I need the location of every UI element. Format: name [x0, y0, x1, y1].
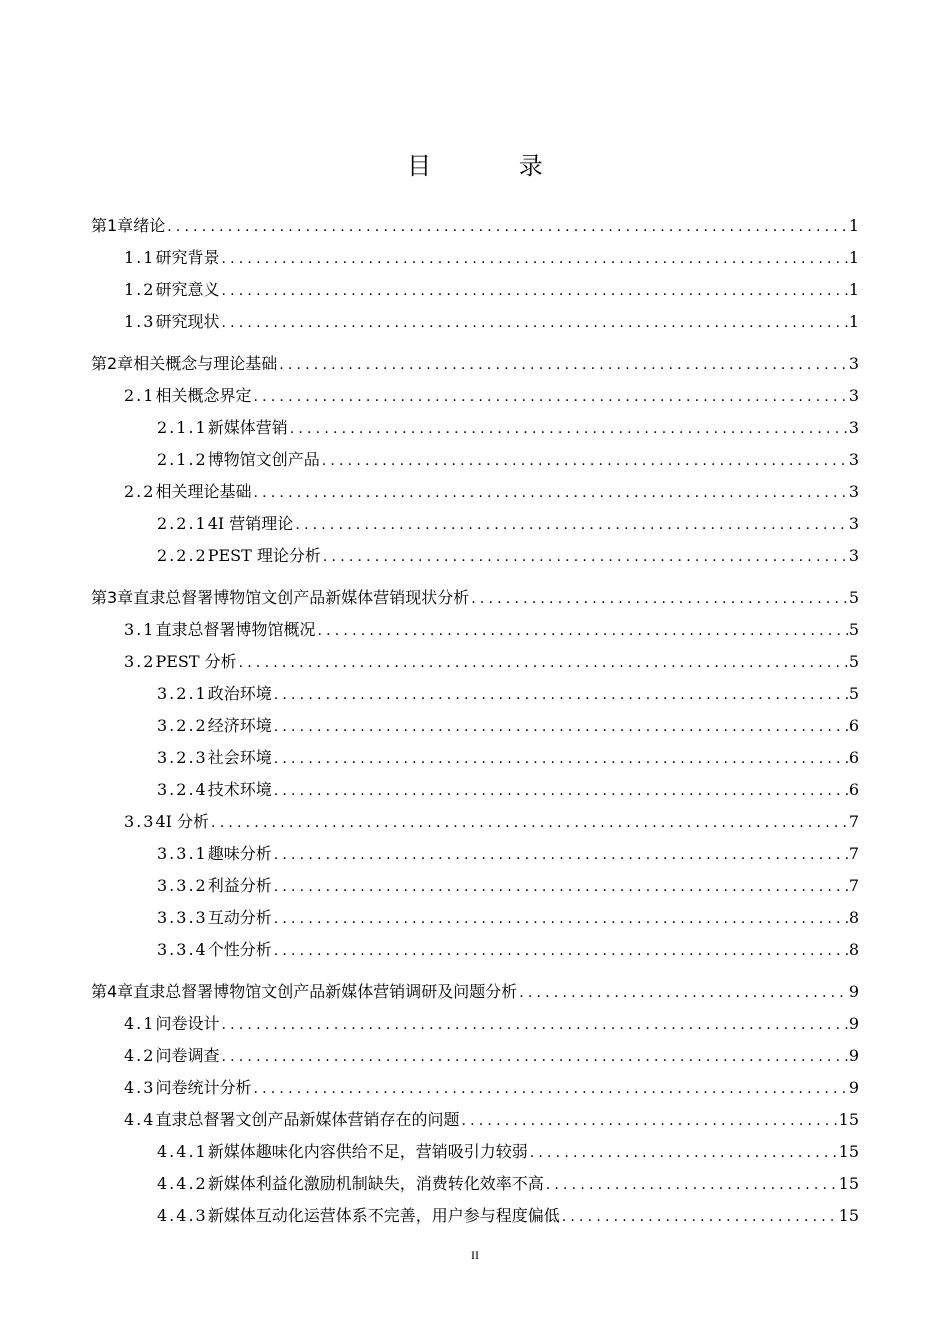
- toc-entry-title: 直隶总督署博物馆文创产品新媒体营销调研及问题分析: [133, 982, 518, 1001]
- toc-entry-number: 第4章: [91, 982, 134, 1001]
- toc-section-entry[interactable]: [91, 710, 859, 742]
- toc-section-entry[interactable]: [91, 540, 859, 572]
- dot-leader: [272, 743, 849, 775]
- dot-leader: [272, 839, 849, 871]
- toc-chapter-entry[interactable]: [91, 976, 859, 1008]
- toc-section-entry[interactable]: [91, 1168, 859, 1200]
- toc-entry-number: 3.3.4: [157, 940, 208, 959]
- toc-entry-page: 15: [838, 1110, 859, 1129]
- toc-entry-title: 相关概念与理论基础: [133, 354, 278, 373]
- toc-entry-number: 1.3: [124, 312, 156, 331]
- toc-entry-title: 4I 分析: [155, 812, 210, 831]
- toc-entry-title: 相关理论基础: [155, 482, 252, 501]
- toc-section-entry[interactable]: [91, 678, 859, 710]
- toc-section-entry[interactable]: [91, 444, 859, 476]
- toc-section-entry[interactable]: [91, 1008, 859, 1040]
- toc-entry-title: 社会环境: [207, 748, 272, 767]
- dot-leader: [272, 711, 849, 743]
- toc-entry-title: 相关概念界定: [155, 386, 252, 405]
- dot-leader: [272, 935, 849, 967]
- dot-leader: [288, 413, 849, 445]
- toc-entry-page: 7: [848, 812, 859, 831]
- toc-entry-title: 个性分析: [207, 940, 272, 959]
- dot-leader: [560, 1201, 839, 1233]
- dot-leader: [320, 445, 849, 477]
- toc-entry-title: 经济环境: [207, 716, 272, 735]
- toc-section-entry[interactable]: [91, 412, 859, 444]
- toc-entry-number: 3.1: [124, 620, 156, 639]
- toc-entry-title: 问卷调查: [155, 1046, 220, 1065]
- toc-entry-number: 2.1: [124, 386, 156, 405]
- toc-entry-page: 9: [848, 1078, 859, 1097]
- toc-entry-page: 3: [848, 354, 859, 373]
- toc-entry-page: 15: [838, 1174, 859, 1193]
- toc-entry-number: 第1章: [91, 216, 134, 235]
- toc-entry-title: 利益分析: [207, 876, 272, 895]
- dot-leader: [517, 977, 849, 1009]
- toc-chapter-entry[interactable]: [91, 210, 859, 242]
- toc-entry-number: 2.2.2: [157, 546, 208, 565]
- toc-entry-page: 9: [848, 1046, 859, 1065]
- toc-entry-title: 问卷统计分析: [155, 1078, 252, 1097]
- toc-entry-number: 3.2.4: [157, 780, 208, 799]
- toc-entry-title: 新媒体营销: [207, 418, 288, 437]
- toc-entry-title: 新媒体互动化运营体系不完善，用户参与程度偏低: [207, 1206, 560, 1225]
- toc-entry-page: 7: [848, 876, 859, 895]
- toc-entry-title: 技术环境: [207, 780, 272, 799]
- dot-leader: [272, 871, 849, 903]
- toc-section-entry[interactable]: [91, 380, 859, 412]
- toc-entry-page: 3: [848, 450, 859, 469]
- toc-entry-page: 5: [848, 588, 859, 607]
- toc-entry-title: 4I 营销理论: [207, 514, 294, 533]
- toc-entry-number: 2.2: [124, 482, 156, 501]
- toc-section-entry[interactable]: [91, 806, 859, 838]
- toc-chapter-entry[interactable]: [91, 582, 859, 614]
- toc-section-entry[interactable]: [91, 870, 859, 902]
- toc-entry-page: 8: [848, 908, 859, 927]
- toc-section-entry[interactable]: [91, 274, 859, 306]
- toc-entry-page: 15: [838, 1206, 859, 1225]
- dot-leader: [219, 1041, 848, 1073]
- toc-title: 目 录: [407, 152, 583, 180]
- dot-leader: [459, 1105, 838, 1137]
- toc-entry-page: 3: [848, 386, 859, 405]
- toc-entry-number: 4.1: [124, 1014, 156, 1033]
- toc-entry-number: 2.2.1: [157, 514, 208, 533]
- dot-leader: [165, 211, 849, 243]
- toc-section-entry[interactable]: [91, 742, 859, 774]
- dot-leader: [293, 509, 849, 541]
- toc-section-entry[interactable]: [91, 508, 859, 540]
- toc-entry-page: 9: [848, 982, 859, 1001]
- dot-leader: [277, 349, 849, 381]
- toc-entry-page: 3: [848, 546, 859, 565]
- dot-leader: [219, 1009, 848, 1041]
- toc-section-entry[interactable]: [91, 476, 859, 508]
- toc-entry-number: 1.1: [124, 248, 156, 267]
- toc-section-entry[interactable]: [91, 1136, 859, 1168]
- dot-leader: [209, 807, 849, 839]
- toc-entry-number: 2.1.2: [157, 450, 208, 469]
- toc-section-entry[interactable]: [91, 242, 859, 274]
- toc-entry-title: PEST 理论分析: [207, 546, 321, 565]
- toc-section-entry[interactable]: [91, 774, 859, 806]
- toc-entry-title: 研究意义: [155, 280, 220, 299]
- toc-section-entry[interactable]: [91, 646, 859, 678]
- dot-leader: [251, 1073, 848, 1105]
- dot-leader: [321, 541, 849, 573]
- toc-entry-page: 3: [848, 418, 859, 437]
- toc-entry-page: 6: [848, 748, 859, 767]
- toc-section-entry[interactable]: [91, 1040, 859, 1072]
- toc-entry-page: 5: [848, 652, 859, 671]
- toc-entry-title: 趣味分析: [207, 844, 272, 863]
- toc-entry-number: 3.3.1: [157, 844, 208, 863]
- toc-entry-title: 互动分析: [207, 908, 272, 927]
- toc-entry-title: 研究背景: [155, 248, 220, 267]
- toc-entry-page: 5: [848, 620, 859, 639]
- toc-section-entry[interactable]: [91, 934, 859, 966]
- toc-entry-title: 新媒体利益化激励机制缺失，消费转化效率不高: [207, 1174, 544, 1193]
- dot-leader: [219, 243, 848, 275]
- toc-entry-number: 3.2.1: [157, 684, 208, 703]
- toc-chapter-entry[interactable]: [91, 348, 859, 380]
- toc-entry-title: 问卷设计: [155, 1014, 220, 1033]
- toc-entry-page: 15: [838, 1142, 859, 1161]
- toc-entry-number: 4.4: [124, 1110, 156, 1129]
- toc-entry-page: 5: [848, 684, 859, 703]
- toc-entry-page: 3: [848, 514, 859, 533]
- toc-entry-page: 6: [848, 780, 859, 799]
- toc-entry-title: 新媒体趣味化内容供给不足，营销吸引力较弱: [207, 1142, 528, 1161]
- toc-entry-number: 3.3.2: [157, 876, 208, 895]
- toc-section-entry[interactable]: [91, 614, 859, 646]
- toc-entry-page: 6: [848, 716, 859, 735]
- dot-leader: [219, 307, 848, 339]
- toc-entry-title: 政治环境: [207, 684, 272, 703]
- toc-entry-number: 3.2: [124, 652, 156, 671]
- toc-entry-number: 3.3.3: [157, 908, 208, 927]
- toc-entry-number: 3.2.2: [157, 716, 208, 735]
- dot-leader: [219, 275, 848, 307]
- toc-entry-number: 4.3: [124, 1078, 156, 1097]
- dot-leader: [272, 903, 849, 935]
- dot-leader: [272, 775, 849, 807]
- toc-entry-page: 8: [848, 940, 859, 959]
- dot-leader: [528, 1137, 839, 1169]
- toc-entry-number: 3.3: [124, 812, 156, 831]
- toc-entry-title: 直隶总督署博物馆概况: [155, 620, 316, 639]
- toc-section-entry[interactable]: [91, 838, 859, 870]
- page-number-footer: II: [471, 1248, 479, 1262]
- toc-section-entry[interactable]: [91, 306, 859, 338]
- toc-entry-number: 4.4.1: [157, 1142, 208, 1161]
- toc-section-entry[interactable]: [91, 1104, 859, 1136]
- toc-entry-number: 4.4.3: [157, 1206, 208, 1225]
- dot-leader: [469, 583, 849, 615]
- dot-leader: [544, 1169, 839, 1201]
- toc-entry-page: 7: [848, 844, 859, 863]
- toc-entry-title: 直隶总督署文创产品新媒体营销存在的问题: [155, 1110, 460, 1129]
- toc-entry-number: 1.2: [124, 280, 156, 299]
- toc-entry-number: 4.4.2: [157, 1174, 208, 1193]
- dot-leader: [251, 477, 848, 509]
- dot-leader: [315, 615, 848, 647]
- toc-entry-number: 第2章: [91, 354, 134, 373]
- toc-entry-page: 1: [848, 312, 859, 331]
- dot-leader: [272, 679, 849, 711]
- toc-entry-page: 1: [848, 216, 859, 235]
- toc-entry-number: 2.1.1: [157, 418, 208, 437]
- toc-entry-number: 3.2.3: [157, 748, 208, 767]
- toc-entry-page: 9: [848, 1014, 859, 1033]
- dot-leader: [237, 647, 849, 679]
- dot-leader: [251, 381, 848, 413]
- toc-entry-number: 第3章: [91, 588, 134, 607]
- toc-entry-title: 研究现状: [155, 312, 220, 331]
- toc-section-entry[interactable]: [91, 1072, 859, 1104]
- toc-entry-title: 绪论: [133, 216, 166, 235]
- toc-entry-page: 1: [848, 280, 859, 299]
- toc-entry-title: 博物馆文创产品: [207, 450, 320, 469]
- toc-entry-number: 4.2: [124, 1046, 156, 1065]
- toc-section-entry[interactable]: [91, 1200, 859, 1232]
- toc-entry-page: 3: [848, 482, 859, 501]
- toc-entry-page: 1: [848, 248, 859, 267]
- toc-section-entry[interactable]: [91, 902, 859, 934]
- toc-entry-title: PEST 分析: [155, 652, 237, 671]
- toc-entry-title: 直隶总督署博物馆文创产品新媒体营销现状分析: [133, 588, 470, 607]
- table-of-contents: [91, 210, 859, 1232]
